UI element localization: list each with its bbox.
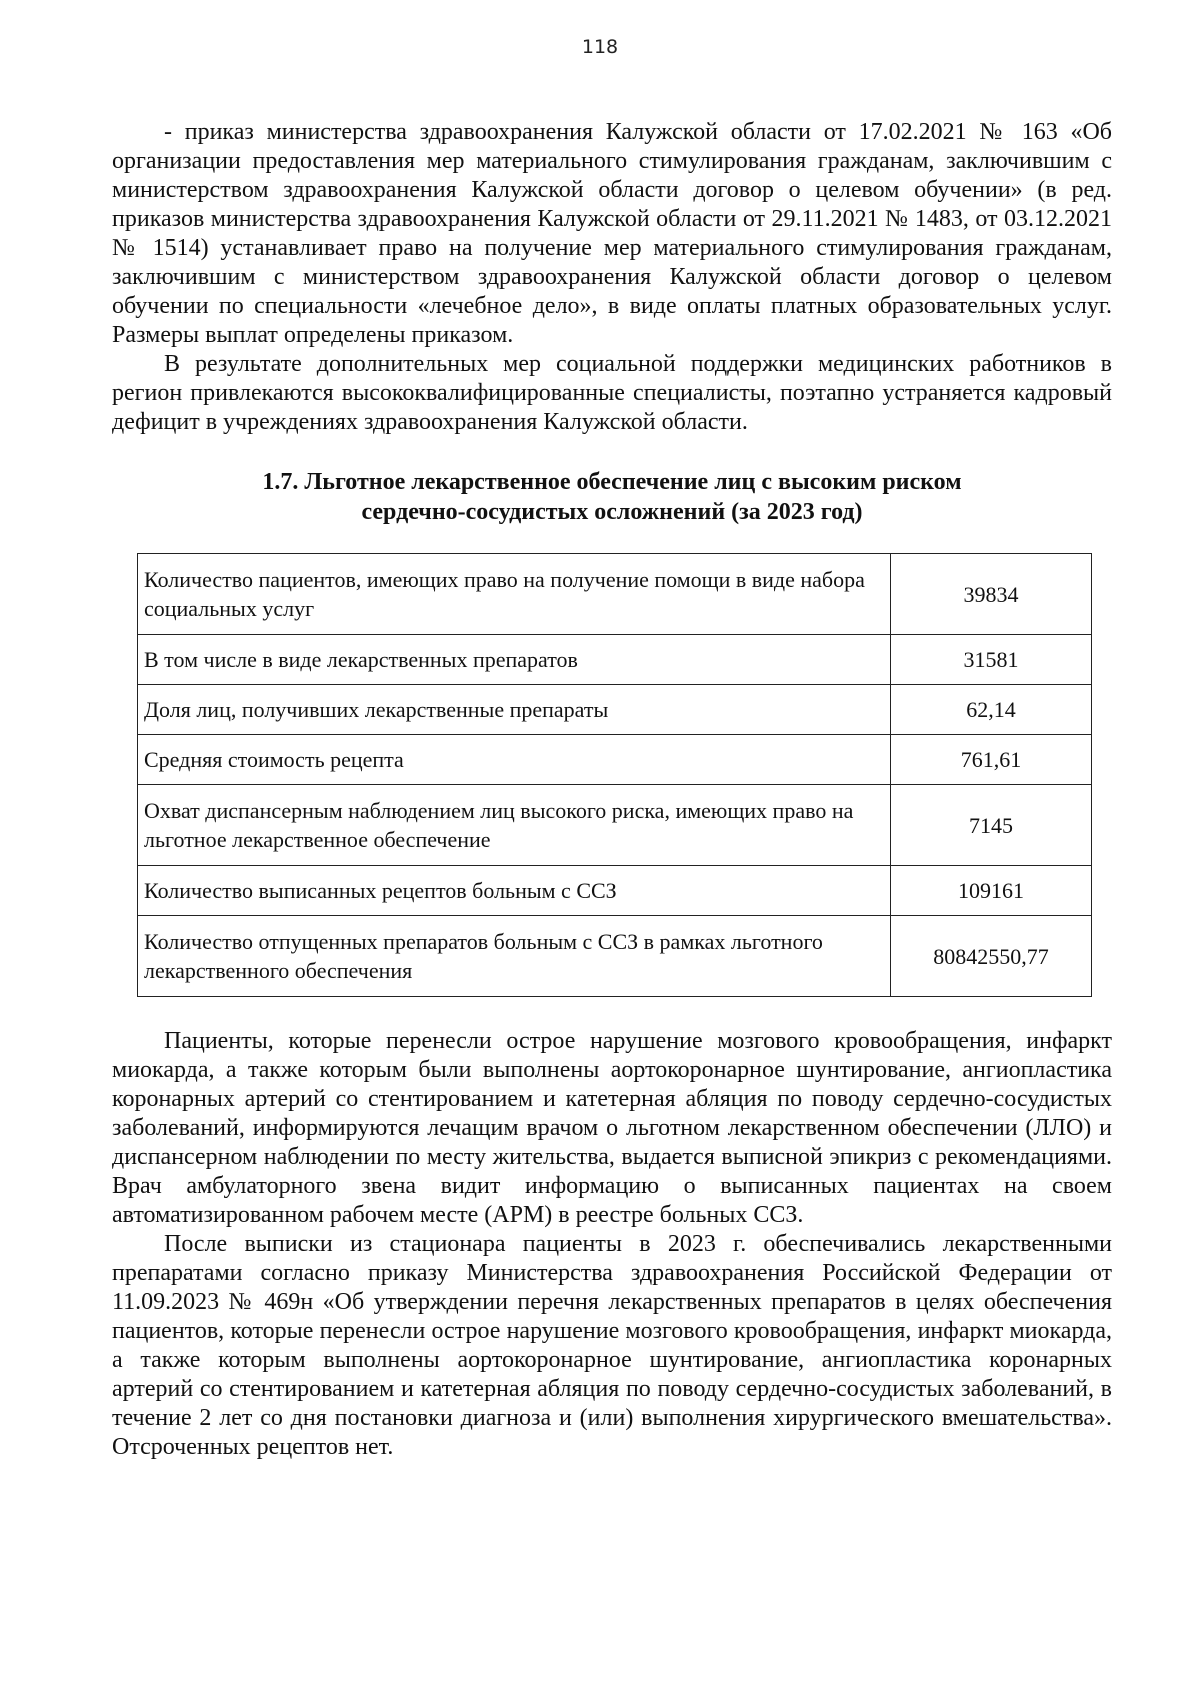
row-value: 109161 [891,866,1092,916]
table-row [138,785,1092,866]
paragraph-social-support: В результате дополнительных мер социальной поддержки медицинских работников в регион привлекаются высококвалифицированные специалисты, поэтапно устраняется кадровый дефицит в учреждениях здравоохранения Калужской области. [112,351,1112,435]
bottom-text [112,1027,1112,1462]
table-row [138,635,1092,685]
row-value: 80842550,77 [891,916,1092,997]
row-label: Количество пациентов, имеющих право на получение помощи в виде набора социальных услуг [138,554,891,635]
section-title-line2: сердечно-сосудистых осложнений (за 2023 год) [361,499,863,525]
page-number: 118 [581,36,619,58]
paragraph-after-discharge: После выписки из стационара пациенты в 2023 г. обеспечивались лекарственными препаратами согласно приказу Министерства здравоохранения Российской Федерации от 11.09.2023 № 469н «Об утверждении перечня лекарственных препаратов в целях обеспечения пациентов, которые перенесли острое нарушение мозгового кровообращения, инфаркт миокарда, а также которым выполнены аортокоронарное шунтирование, ангиопластика коронарных артерий со стентированием и катетерная абляция по поводу сердечно-сосудистых заболеваний, в течение 2 лет со дня постановки диагноза и (или) выполнения хирургического вмешательства». Отсроченных рецептов нет. [112,1231,1112,1460]
benefits-table [137,553,1092,997]
document-body [112,118,1112,1462]
section-title-line1: 1.7. Льготное лекарственное обеспечение лиц с высоким риском [262,469,962,495]
row-label: Охват диспансерным наблюдением лиц высокого риска, имеющих право на льготное лекарственное обеспечение [138,785,891,866]
row-label: Доля лиц, получивших лекарственные препараты [138,685,891,735]
row-value: 31581 [891,635,1092,685]
table-row [138,554,1092,635]
table-row [138,916,1092,997]
table-row [138,735,1092,785]
table-row [138,685,1092,735]
row-value: 62,14 [891,685,1092,735]
row-label: В том числе в виде лекарственных препаратов [138,635,891,685]
row-label: Средняя стоимость рецепта [138,735,891,785]
table-row [138,866,1092,916]
section-title [112,467,1112,527]
row-label: Количество отпущенных препаратов больным с ССЗ в рамках льготного лекарственного обеспечения [138,916,891,997]
row-value: 39834 [891,554,1092,635]
row-value: 761,61 [891,735,1092,785]
paragraph-order-163: - приказ министерства здравоохранения Калужской области от 17.02.2021 № 163 «Об организации предоставления мер материального стимулирования гражданам, заключившим с министерством здравоохранения Калужской области договор о целевом обучении» (в ред. приказов министерства здравоохранения Калужской области от 29.11.2021 № 1483, от 03.12.2021 № 1514) устанавливает право на получение мер материального стимулирования гражданам, заключившим с министерством здравоохранения Калужской области договор о целевом обучении по специальности «лечебное дело», в виде оплаты платных образовательных услуг. Размеры выплат определены приказом. [112,119,1112,348]
row-label: Количество выписанных рецептов больным с ССЗ [138,866,891,916]
row-value: 7145 [891,785,1092,866]
paragraph-patients-info: Пациенты, которые перенесли острое нарушение мозгового кровообращения, инфаркт миокарда, а также которым были выполнены аортокоронарное шунтирование, ангиопластика коронарных артерий со стентированием и катетерная абляция по поводу сердечно-сосудистых заболеваний, информируются лечащим врачом о льготном лекарственном обеспечении (ЛЛО) и диспансерном наблюдении по месту жительства, выдается выписной эпикриз с рекомендациями. Врач амбулаторного звена видит информацию о выписанных пациентах на своем автоматизированном рабочем месте (АРМ) в реестре больных ССЗ. [112,1028,1112,1228]
